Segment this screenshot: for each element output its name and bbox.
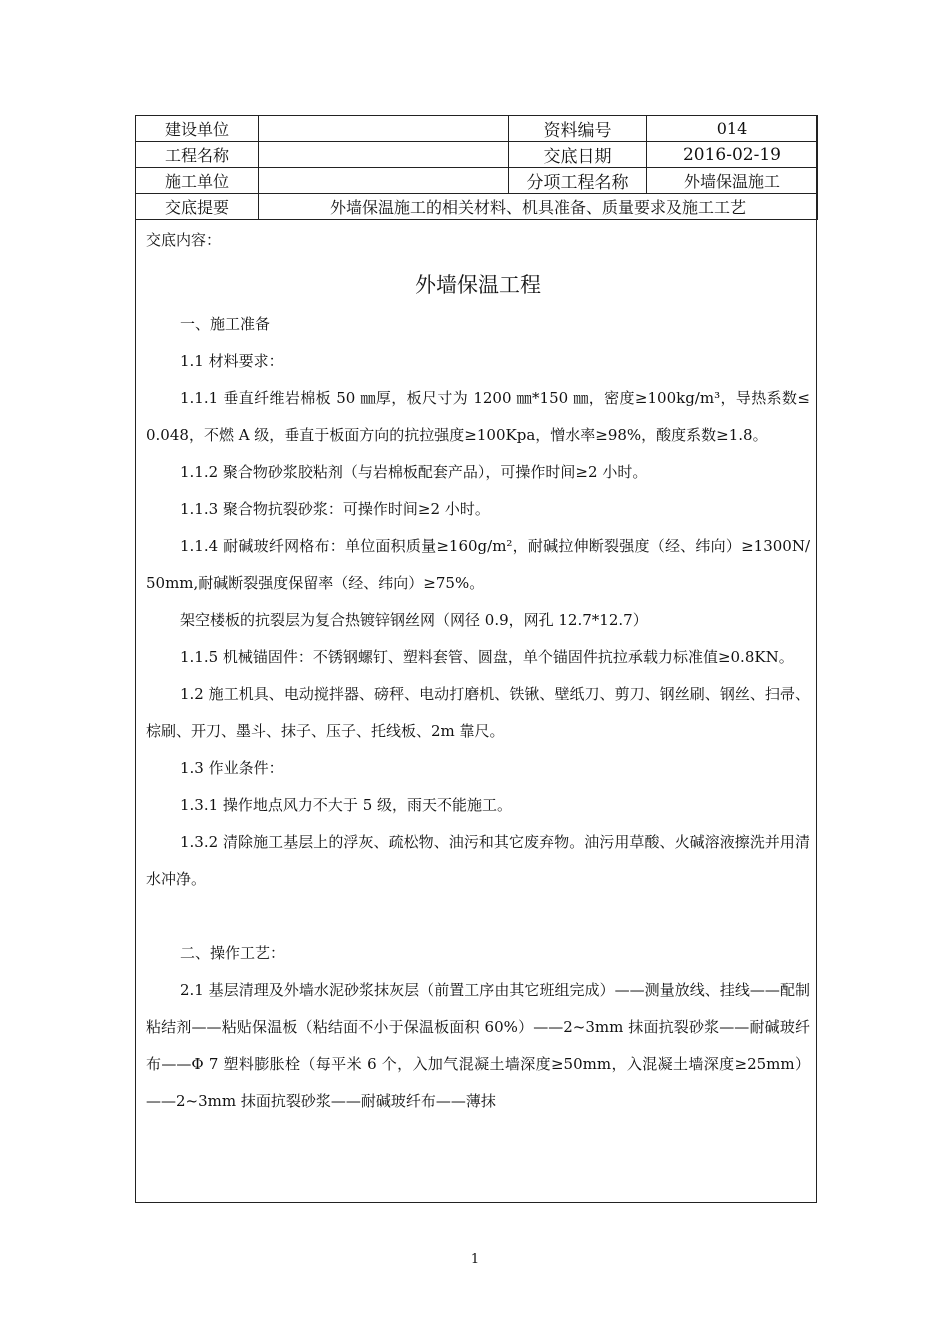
header-table: [135, 115, 818, 220]
paragraph: 架空楼板的抗裂层为复合热镀锌钢丝网（网径 0.9，网孔 12.7*12.7）: [180, 611, 648, 629]
paragraph: 1.1.2 聚合物砂浆胶粘剂（与岩棉板配套产品），可操作时间≥2 小时。: [180, 463, 648, 481]
label-document-number: 资料编号: [509, 116, 647, 142]
label-briefing-summary: 交底提要: [136, 194, 259, 220]
paragraph: 1.1.4 耐碱玻纤网格布：单位面积质量≥160g/m²，耐碱拉伸断裂强度（经、纬向）≥1300N/50mm,耐碱断裂强度保留率（经、纬向）≥75%。: [146, 537, 810, 592]
header-row: [136, 142, 818, 168]
label-contractor: 施工单位: [136, 168, 259, 194]
section-heading: 一、施工准备: [180, 315, 271, 333]
value-document-number: 014: [647, 116, 818, 142]
value-contractor: [259, 168, 509, 194]
paragraph: 1.1.1 垂直纤维岩棉板 50 ㎜厚，板尺寸为 1200 ㎜*150 ㎜，密度≥100kg/m³，导热系数≤0.048，不燃 A 级，垂直于板面方向的抗拉强度≥100Kpa，憎水率≥98%，酸度系数≥1.8。: [146, 389, 810, 444]
value-briefing-summary: 外墙保温施工的相关材料、机具准备、质量要求及施工工艺: [259, 194, 818, 220]
page-number: 1: [470, 1252, 480, 1267]
section-heading: 二、操作工艺：: [180, 944, 286, 962]
content-intro: 交底内容：: [146, 231, 222, 249]
header-row: [136, 194, 818, 220]
label-project-name: 工程名称: [136, 142, 259, 168]
document-title: 外墙保温工程: [415, 273, 541, 297]
subsection-heading: 1.1 材料要求：: [180, 352, 284, 370]
paragraph: 1.3.2 清除施工基层上的浮灰、疏松物、油污和其它废弃物。油污用草酸、火碱溶液擦洗并用清水冲净。: [146, 833, 810, 888]
paragraph: 1.2 施工机具、电动搅拌器、磅秤、电动打磨机、铁锹、壁纸刀、剪刀、钢丝刷、钢丝、扫帚、棕刷、开刀、墨斗、抹子、压子、托线板、2m 靠尺。: [146, 685, 810, 740]
paragraph: 1.1.5 机械锚固件：不锈钢螺钉、塑料套管、圆盘，单个锚固件抗拉承载力标准值≥0.8KN。: [180, 648, 794, 666]
header-row: [136, 168, 818, 194]
value-construction-unit: [259, 116, 509, 142]
label-briefing-date: 交底日期: [509, 142, 647, 168]
paragraph: 1.1.3 聚合物抗裂砂浆：可操作时间≥2 小时。: [180, 500, 490, 518]
value-briefing-date: 2016-02-19: [647, 142, 818, 168]
value-project-name: [259, 142, 509, 168]
briefing-content: [146, 228, 810, 1120]
label-subproject-name: 分项工程名称: [509, 168, 647, 194]
label-construction-unit: 建设单位: [136, 116, 259, 142]
blank-line: [146, 898, 810, 935]
header-row: [136, 116, 818, 142]
subsection-heading: 1.3 作业条件：: [180, 759, 284, 777]
paragraph: 2.1 基层清理及外墙水泥砂浆抹灰层（前置工序由其它班组完成）——测量放线、挂线——配制粘结剂——粘贴保温板（粘结面不小于保温板面积 60%）——2~3mm 抹面抗裂砂浆——耐碱玻纤布——Φ 7 塑料膨胀栓（每平米 6 个，入加气混凝土墙深度≥50mm，入混凝土墙深度≥25mm）——2~3mm 抹面抗裂砂浆——耐碱玻纤布——薄抹: [146, 981, 810, 1110]
value-subproject-name: 外墙保温施工: [647, 168, 818, 194]
paragraph: 1.3.1 操作地点风力不大于 5 级，雨天不能施工。: [180, 796, 513, 814]
